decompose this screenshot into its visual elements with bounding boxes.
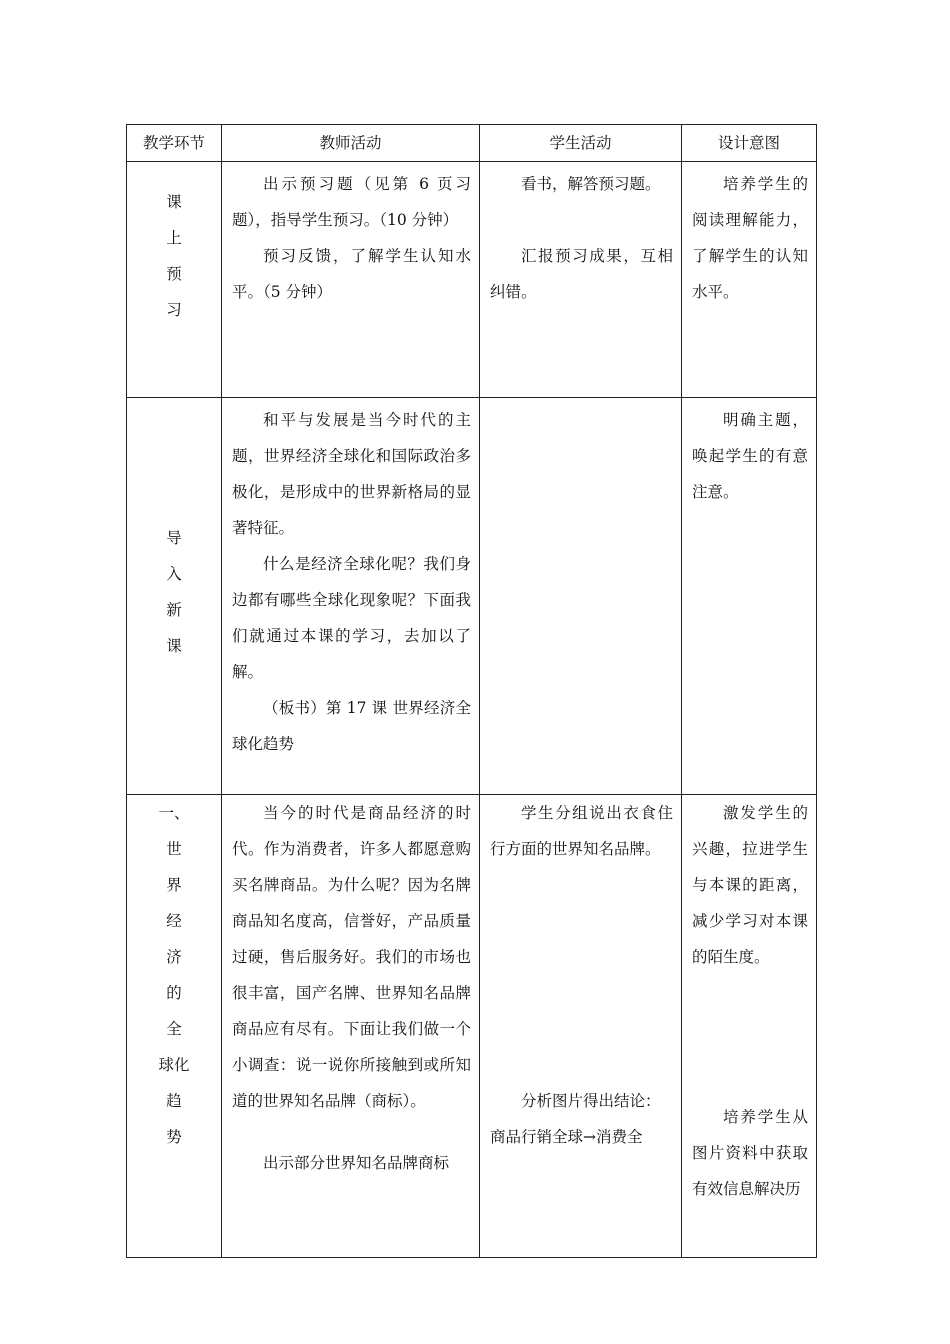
lesson-plan-table	[126, 124, 817, 1258]
stage-char: 预	[166, 265, 182, 283]
header-design: 设计意图	[682, 125, 817, 162]
student-paragraph: 学生分组说出衣食住行方面的世界知名品牌。	[490, 804, 673, 858]
stage-char: 势	[166, 1128, 182, 1146]
teacher-paragraph: 出示部分世界知名品牌商标	[263, 1154, 450, 1172]
stage-char: 一、	[158, 804, 190, 822]
design-intent-cell	[682, 398, 817, 795]
stage-char: 新	[166, 601, 182, 619]
stage-char: 导	[166, 529, 182, 547]
table-row	[127, 162, 817, 398]
design-paragraph: 培养学生从图片资料中获取有效信息解决历	[692, 1108, 808, 1198]
stage-char: 的	[166, 984, 182, 1002]
teacher-paragraph: 当今的时代是商品经济的时代。作为消费者，许多人都愿意购买名牌商品。为什么呢？因为名牌商品知名度高，信誉好，产品质量过硬，售后服务好。我们的市场也很丰富，国产名牌、世界知名品牌商品应有尽有。下面让我们做一个小调查：说一说你所接触到或所知道的世界知名品牌（商标）。	[232, 804, 471, 1110]
stage-char: 全	[166, 1020, 182, 1038]
stage-cell	[127, 398, 222, 795]
table-row	[127, 398, 817, 795]
student-activity-cell	[480, 162, 682, 398]
stage-char: 经	[166, 912, 182, 930]
design-intent-cell	[682, 162, 817, 398]
design-paragraph: 明确主题，唤起学生的有意注意。	[692, 411, 808, 501]
stage-char: 世	[166, 840, 182, 858]
teacher-paragraph: （板书）第 17 课 世界经济全球化趋势	[232, 699, 471, 753]
table-header-row	[127, 125, 817, 162]
stage-char: 课	[166, 637, 182, 655]
stage-cell	[127, 162, 222, 398]
table-row	[127, 795, 817, 1258]
stage-char: 济	[166, 948, 182, 966]
teacher-paragraph: 什么是经济全球化呢？我们身边都有哪些全球化现象呢？下面我们就通过本课的学习，去加以了解。	[232, 555, 471, 681]
teacher-paragraph: 和平与发展是当今时代的主题，世界经济全球化和国际政治多极化，是形成中的世界新格局的显著特征。	[232, 411, 471, 537]
stage-char: 习	[166, 301, 182, 319]
student-paragraph: 商品行销全球→消费全	[490, 1128, 643, 1146]
stage-char: 上	[166, 229, 182, 247]
teacher-paragraph: 出示预习题（见第 6 页习题），指导学生预习。（10 分钟）	[232, 175, 471, 229]
student-activity-cell	[480, 398, 682, 795]
teacher-activity-cell	[222, 795, 480, 1258]
teacher-paragraph: 预习反馈，了解学生认知水平。（5 分钟）	[232, 247, 471, 301]
design-intent-cell	[682, 795, 817, 1258]
design-paragraph: 培养学生的阅读理解能力，了解学生的认知水平。	[692, 175, 808, 301]
stage-cell	[127, 795, 222, 1258]
stage-char: 球化	[158, 1056, 190, 1074]
student-activity-cell	[480, 795, 682, 1258]
student-paragraph: 汇报预习成果，互相纠错。	[490, 247, 673, 301]
stage-char: 趋	[166, 1092, 182, 1110]
teacher-activity-cell	[222, 398, 480, 795]
stage-char: 入	[166, 565, 182, 583]
teacher-activity-cell	[222, 162, 480, 398]
stage-char: 界	[166, 876, 182, 894]
student-paragraph: 分析图片得出结论：	[521, 1092, 661, 1110]
header-stage: 教学环节	[127, 125, 222, 162]
header-student: 学生活动	[480, 125, 682, 162]
header-teacher: 教师活动	[222, 125, 480, 162]
design-paragraph: 激发学生的兴趣，拉进学生与本课的距离，减少学习对本课的陌生度。	[692, 804, 808, 966]
student-paragraph: 看书，解答预习题。	[521, 175, 661, 193]
stage-char: 课	[166, 193, 182, 211]
